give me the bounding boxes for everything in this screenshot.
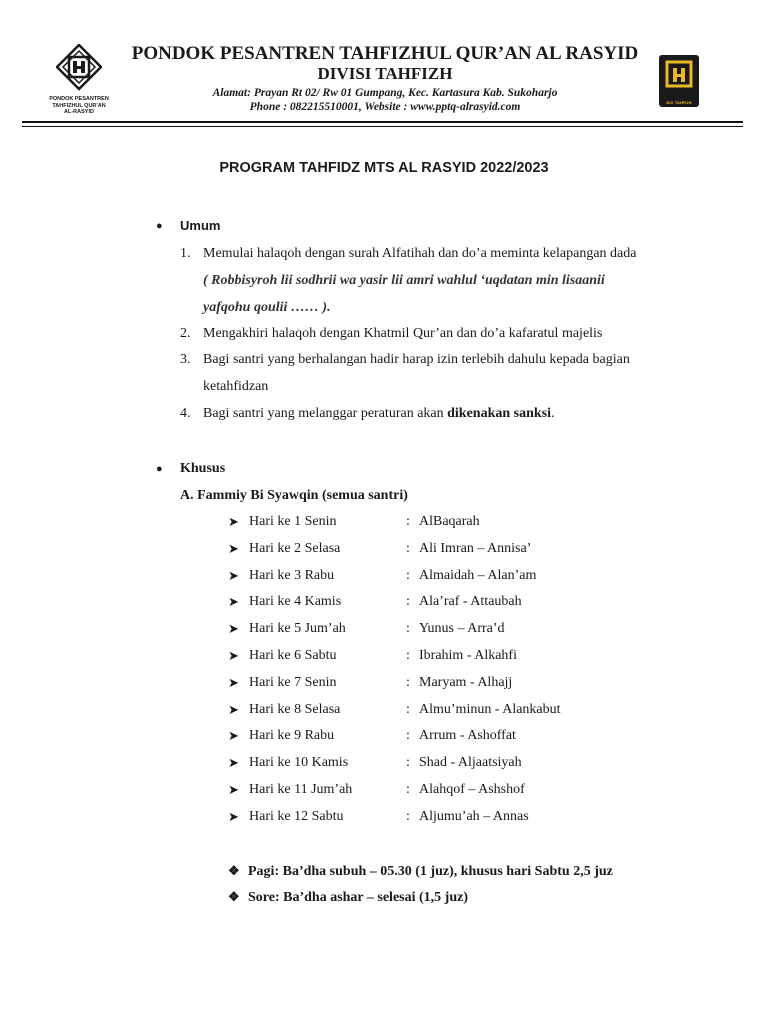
arrow-bullet-icon: ➤ (228, 755, 239, 771)
schedule-separator: : (406, 808, 410, 824)
schedule-surah: Shad - Aljaatsiyah (419, 755, 522, 771)
institution-title: PONDOK PESANTREN TAHFIZHUL QUR’AN AL RASYID (131, 43, 639, 64)
schedule-separator: : (406, 648, 410, 663)
schedule-surah: Almaidah – Alan’am (419, 567, 537, 583)
list-number: 1. (180, 246, 191, 261)
pesantren-emblem-icon (56, 44, 102, 94)
pesantren-logo (46, 44, 112, 116)
arrow-bullet-icon: ➤ (228, 594, 239, 610)
list-number: 3. (180, 352, 191, 367)
division-logo-caption: DIV. TAHFIZH (666, 100, 692, 105)
schedule-day: Hari ke 9 Rabu (249, 728, 335, 744)
section-khusus-heading: Khusus (180, 461, 226, 476)
note-pagi (228, 863, 613, 880)
list-item-text (203, 406, 555, 422)
schedule-day: Hari ke 5 Jum’ah (249, 621, 346, 637)
schedule-separator: : (406, 567, 410, 583)
program-title: PROGRAM TAHFIDZ MTS AL RASYID 2022/2023 (219, 160, 549, 176)
arrow-bullet-icon: ➤ (228, 674, 239, 690)
schedule-surah: Ibrahim - Alkahfi (419, 648, 517, 663)
schedule-day: Hari ke 2 Selasa (249, 540, 341, 556)
diamond-bullet-icon: ❖ (228, 889, 240, 904)
schedule-surah: Maryam - Alhajj (419, 674, 513, 690)
schedule-day: Hari ke 3 Rabu (249, 567, 335, 583)
note-sore (228, 889, 468, 906)
list-item-text: Bagi santri yang berhalangan hadir harap izin terlebih dahulu kepada bagian (203, 352, 630, 367)
doa-text: ( Robbisyroh lii sodhrii wa yasir lii amri wahlul ‘uqdatan min lisaanii (203, 273, 605, 288)
arrow-bullet-icon: ➤ (228, 728, 239, 744)
note-text: Sore: Ba’dha ashar – selesai (1,5 juz) (248, 890, 468, 905)
sanction-emphasis: dikenakan sanksi (447, 406, 552, 421)
address-line: Alamat: Prayan Rt 02/ Rw 01 Gumpang, Kec. Kartasura Kab. Sukoharjo (212, 87, 558, 99)
list-item-text: Mengakhiri halaqoh dengan Khatmil Qur’an dan do’a kafaratul majelis (203, 326, 603, 341)
tahfizh-emblem-icon (659, 55, 699, 97)
division-title: DIVISI TAHFIZH (317, 64, 453, 83)
schedule-day: Hari ke 10 Kamis (249, 755, 349, 771)
schedule-day: Hari ke 12 Sabtu (249, 808, 344, 824)
schedule-separator: : (406, 755, 410, 771)
schedule-day: Hari ke 4 Kamis (249, 594, 342, 610)
schedule-surah: AlBaqarah (419, 514, 480, 529)
schedule-surah: Arrum - Ashoffat (419, 728, 516, 744)
doa-text: yafqohu qoulii …… ). (203, 300, 331, 315)
note-text: Pagi: Ba’dha subuh – 05.30 (1 juz), khusus hari Sabtu 2,5 juz (248, 864, 613, 879)
logo-caption-line: TAHFIZHUL QUR'AN (52, 102, 106, 109)
schedule-surah: Ala’raf - Attaubah (419, 594, 522, 610)
schedule-surah: Almu’minun - Alankabut (419, 701, 561, 717)
schedule-surah: Aljumu’ah – Annas (419, 808, 529, 824)
list-item-text-end: . (551, 406, 555, 421)
header-rule-thin (22, 126, 743, 127)
arrow-bullet-icon: ➤ (228, 648, 239, 663)
arrow-bullet-icon: ➤ (228, 701, 239, 717)
subsection-a-heading: A. Fammiy Bi Syawqin (semua santri) (180, 488, 408, 503)
division-logo (659, 55, 699, 107)
schedule-separator: : (406, 782, 410, 797)
section-umum-heading: Umum (180, 218, 221, 233)
schedule-day: Hari ke 7 Senin (249, 674, 337, 690)
schedule-separator: : (406, 701, 410, 717)
arrow-bullet-icon: ➤ (228, 621, 239, 637)
list-number: 2. (180, 326, 191, 341)
arrow-bullet-icon: ➤ (228, 782, 239, 797)
letterhead (0, 0, 768, 130)
list-item-text: ketahfidzan (203, 379, 269, 394)
schedule-separator: : (406, 514, 410, 529)
schedule-day: Hari ke 8 Selasa (249, 701, 341, 717)
list-number: 4. (180, 406, 191, 421)
schedule-separator: : (406, 621, 410, 637)
arrow-bullet-icon: ➤ (228, 567, 239, 583)
schedule-surah: Yunus – Arra’d (419, 621, 505, 637)
logo-caption-line: PONDOK PESANTREN (49, 96, 109, 102)
schedule-day: Hari ke 11 Jum’ah (249, 782, 353, 797)
arrow-bullet-icon: ➤ (228, 514, 239, 529)
schedule-separator: : (406, 540, 410, 556)
logo-caption-line: AL-RASYID (64, 109, 94, 115)
schedule-surah: Ali Imran – Annisa’ (419, 540, 532, 556)
diamond-bullet-icon: ❖ (228, 863, 240, 878)
arrow-bullet-icon: ➤ (228, 540, 239, 556)
schedule-separator: : (406, 594, 410, 610)
schedule-day: Hari ke 6 Sabtu (249, 648, 337, 663)
arrow-bullet-icon: ➤ (228, 808, 239, 824)
contact-line: Phone : 082215510001, Website : www.pptq-alrasyid.com (249, 101, 521, 113)
bullet-icon: ● (156, 220, 163, 232)
list-item-text-part: Bagi santri yang melanggar peraturan akan (203, 406, 448, 421)
bullet-icon: ● (156, 463, 163, 475)
header-rule-thick (22, 121, 743, 123)
schedule-day: Hari ke 1 Senin (249, 514, 337, 529)
list-item-text: Memulai halaqoh dengan surah Alfatihah dan do’a meminta kelapangan dada (203, 246, 637, 261)
schedule-surah: Alahqof – Ashshof (419, 782, 525, 797)
schedule-separator: : (406, 728, 410, 744)
schedule-separator: : (406, 674, 410, 690)
